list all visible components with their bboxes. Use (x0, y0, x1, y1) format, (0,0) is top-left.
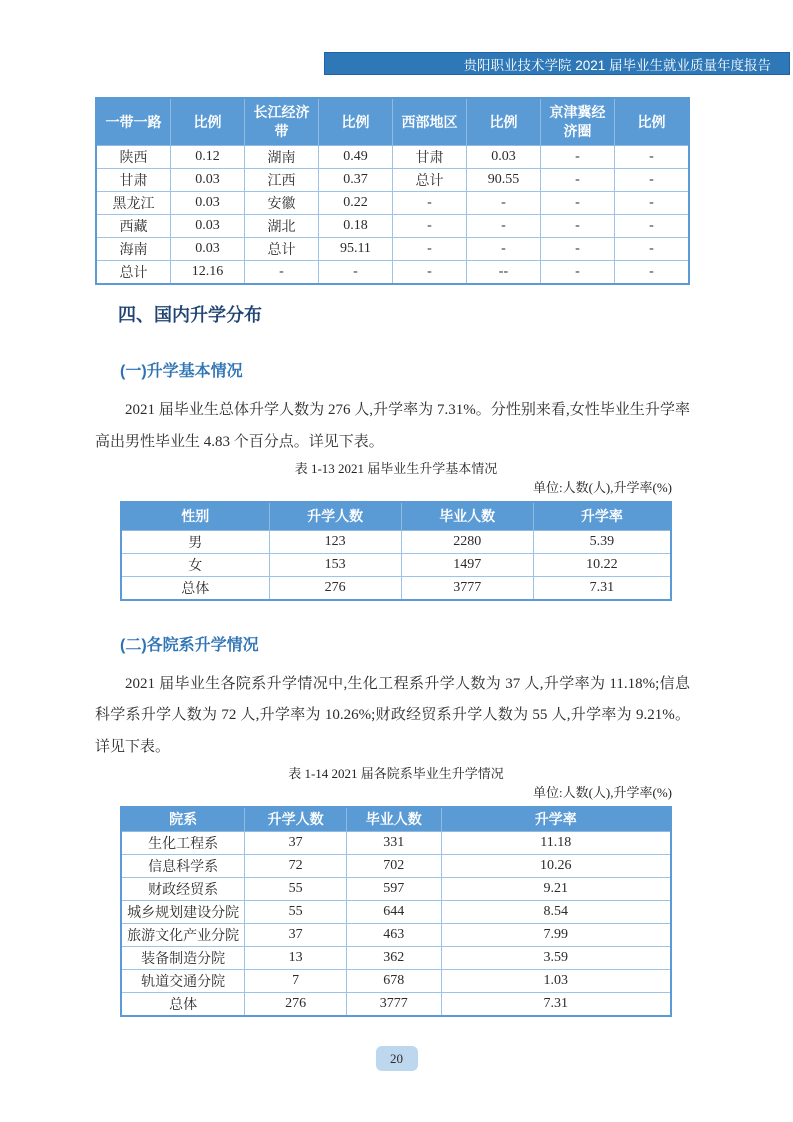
table-cell: 轨道交通分院 (121, 969, 245, 992)
table-cell: 7.31 (441, 992, 671, 1016)
table-cell: 153 (269, 553, 401, 576)
table-cell: 7.99 (441, 923, 671, 946)
table-1-13-caption: 表 1-13 2021 届毕业生升学基本情况 (294, 461, 498, 476)
table-row (121, 576, 671, 600)
employment-region-distribution-table (95, 97, 690, 285)
table-cell: 597 (347, 877, 441, 900)
column-header: 比例 (318, 98, 392, 146)
table-row (121, 969, 671, 992)
table-cell: - (392, 261, 466, 285)
page-number-badge: 20 (376, 1046, 418, 1071)
table-cell: 黑龙江 (96, 192, 170, 215)
column-header: 比例 (614, 98, 689, 146)
table-cell: 123 (269, 530, 401, 553)
table-cell: - (392, 215, 466, 238)
table-cell: 10.26 (441, 854, 671, 877)
table-row (96, 215, 689, 238)
table-cell: 2280 (401, 530, 533, 553)
table-cell: - (614, 238, 689, 261)
table-row (96, 192, 689, 215)
table-cell: 湖北 (244, 215, 318, 238)
table-cell: 9.21 (441, 877, 671, 900)
table-cell: 72 (245, 854, 347, 877)
table-cell: 湖南 (244, 146, 318, 169)
table-cell: 5.39 (533, 530, 671, 553)
table-cell: - (318, 261, 392, 285)
table-cell: 0.49 (318, 146, 392, 169)
table-cell: 女 (121, 553, 269, 576)
table-1-14-unit-note: 单位:人数(人),升学率(%) (532, 785, 672, 801)
table-row (121, 992, 671, 1016)
table-cell: 安徽 (244, 192, 318, 215)
table-row (96, 238, 689, 261)
table-cell: - (540, 215, 614, 238)
table-cell: 装备制造分院 (121, 946, 245, 969)
table-cell: - (614, 215, 689, 238)
table-cell: 55 (245, 900, 347, 923)
table-cell: 37 (245, 831, 347, 854)
column-header: 长江经济带 (244, 98, 318, 146)
subsection-1-paragraph: 2021 届毕业生总体升学人数为 276 人,升学率为 7.31%。分性别来看,女性毕业生升学率高出男性毕业生 4.83 个百分点。详见下表。 (95, 402, 690, 450)
table-cell: - (614, 261, 689, 285)
subsection-2-title: (二)各院系升学情况 (120, 636, 259, 654)
table-cell: 1.03 (441, 969, 671, 992)
table-cell: 362 (347, 946, 441, 969)
table-row (96, 146, 689, 169)
table-row (121, 530, 671, 553)
table-cell: 3777 (347, 992, 441, 1016)
header-row (121, 502, 671, 531)
table-cell: 463 (347, 923, 441, 946)
table-1-13-unit-note: 单位:人数(人),升学率(%) (532, 479, 672, 495)
table-cell: 276 (269, 576, 401, 600)
table-cell: 37 (245, 923, 347, 946)
table-cell: -- (466, 261, 540, 285)
table-cell: 702 (347, 854, 441, 877)
table-row (121, 946, 671, 969)
column-header: 比例 (466, 98, 540, 146)
table-row (96, 261, 689, 285)
table-cell: 678 (347, 969, 441, 992)
table-cell: - (466, 192, 540, 215)
table-cell: - (392, 192, 466, 215)
table-row (121, 900, 671, 923)
table-row (96, 169, 689, 192)
column-header: 京津冀经济圈 (540, 98, 614, 146)
table-cell: - (614, 192, 689, 215)
header-row (96, 98, 689, 146)
subsection-1-title: (一)升学基本情况 (120, 363, 243, 380)
table-cell: 总体 (121, 992, 245, 1016)
table-cell: 财政经贸系 (121, 877, 245, 900)
table-row (121, 923, 671, 946)
table-cell: 276 (245, 992, 347, 1016)
column-header: 西部地区 (392, 98, 466, 146)
column-header: 院系 (121, 807, 245, 832)
table-cell: - (466, 238, 540, 261)
column-header: 升学人数 (269, 502, 401, 531)
table-cell: 总计 (96, 261, 170, 285)
table-cell: 西藏 (96, 215, 170, 238)
table-cell: 海南 (96, 238, 170, 261)
table-cell: 陕西 (96, 146, 170, 169)
table-cell: - (540, 238, 614, 261)
table-cell: - (614, 169, 689, 192)
header-row (121, 807, 671, 832)
table-1-13-block (120, 460, 672, 601)
table-cell: - (392, 238, 466, 261)
subsection-2-paragraph: 2021 届毕业生各院系升学情况中,生化工程系升学人数为 37 人,升学率为 11.18%;信息科学系升学人数为 72 人,升学率为 10.26%;财政经贸系升学人数为 55 人,升学率为 9.21%。详见下表。 (95, 675, 690, 755)
column-header: 毕业人数 (347, 807, 441, 832)
table-cell: 7 (245, 969, 347, 992)
table-cell: 0.37 (318, 169, 392, 192)
table-row (121, 831, 671, 854)
table-cell: 3.59 (441, 946, 671, 969)
table-row (121, 553, 671, 576)
table-cell: 江西 (244, 169, 318, 192)
column-header: 升学人数 (245, 807, 347, 832)
table-cell: 12.16 (170, 261, 244, 285)
table-cell: 0.03 (170, 238, 244, 261)
column-header: 性别 (121, 502, 269, 531)
table-cell: 55 (245, 877, 347, 900)
table-cell: 甘肃 (96, 169, 170, 192)
table-row (121, 877, 671, 900)
table-cell: 甘肃 (392, 146, 466, 169)
table-cell: - (540, 169, 614, 192)
table-cell: 0.18 (318, 215, 392, 238)
further-study-by-gender-table (120, 501, 672, 601)
table-cell: 3777 (401, 576, 533, 600)
table-cell: 总计 (244, 238, 318, 261)
table-cell: 旅游文化产业分院 (121, 923, 245, 946)
table-cell: 1497 (401, 553, 533, 576)
table-cell: - (614, 146, 689, 169)
table-cell: 总体 (121, 576, 269, 600)
table-cell: 90.55 (466, 169, 540, 192)
table-cell: - (244, 261, 318, 285)
table-cell: 10.22 (533, 553, 671, 576)
table-1-14-block (120, 765, 672, 1017)
table-cell: 城乡规划建设分院 (121, 900, 245, 923)
table-cell: 0.12 (170, 146, 244, 169)
table-cell: - (540, 261, 614, 285)
table-cell: 7.31 (533, 576, 671, 600)
table-cell: 95.11 (318, 238, 392, 261)
table-cell: 0.03 (170, 192, 244, 215)
table-cell: 8.54 (441, 900, 671, 923)
column-header: 毕业人数 (401, 502, 533, 531)
table-cell: 13 (245, 946, 347, 969)
table-cell: - (466, 215, 540, 238)
column-header: 升学率 (441, 807, 671, 832)
table-cell: 644 (347, 900, 441, 923)
table-cell: 0.03 (170, 169, 244, 192)
page-header-title: 贵阳职业技术学院 2021 届毕业生就业质量年度报告 (463, 57, 771, 73)
table-cell: 0.03 (170, 215, 244, 238)
table-cell: 信息科学系 (121, 854, 245, 877)
section-title: 四、国内升学分布 (118, 305, 262, 325)
table-cell: 331 (347, 831, 441, 854)
table-row (121, 854, 671, 877)
column-header: 升学率 (533, 502, 671, 531)
table-1-14-caption: 表 1-14 2021 届各院系毕业生升学情况 (288, 766, 504, 782)
column-header: 一带一路 (96, 98, 170, 146)
table-cell: 生化工程系 (121, 831, 245, 854)
table-cell: 0.22 (318, 192, 392, 215)
table-cell: 11.18 (441, 831, 671, 854)
column-header: 比例 (170, 98, 244, 146)
table-cell: 0.03 (466, 146, 540, 169)
table-cell: 男 (121, 530, 269, 553)
table-cell: - (540, 192, 614, 215)
page-header-banner (324, 52, 790, 75)
table-cell: 总计 (392, 169, 466, 192)
table-cell: - (540, 146, 614, 169)
further-study-by-department-table (120, 806, 672, 1017)
